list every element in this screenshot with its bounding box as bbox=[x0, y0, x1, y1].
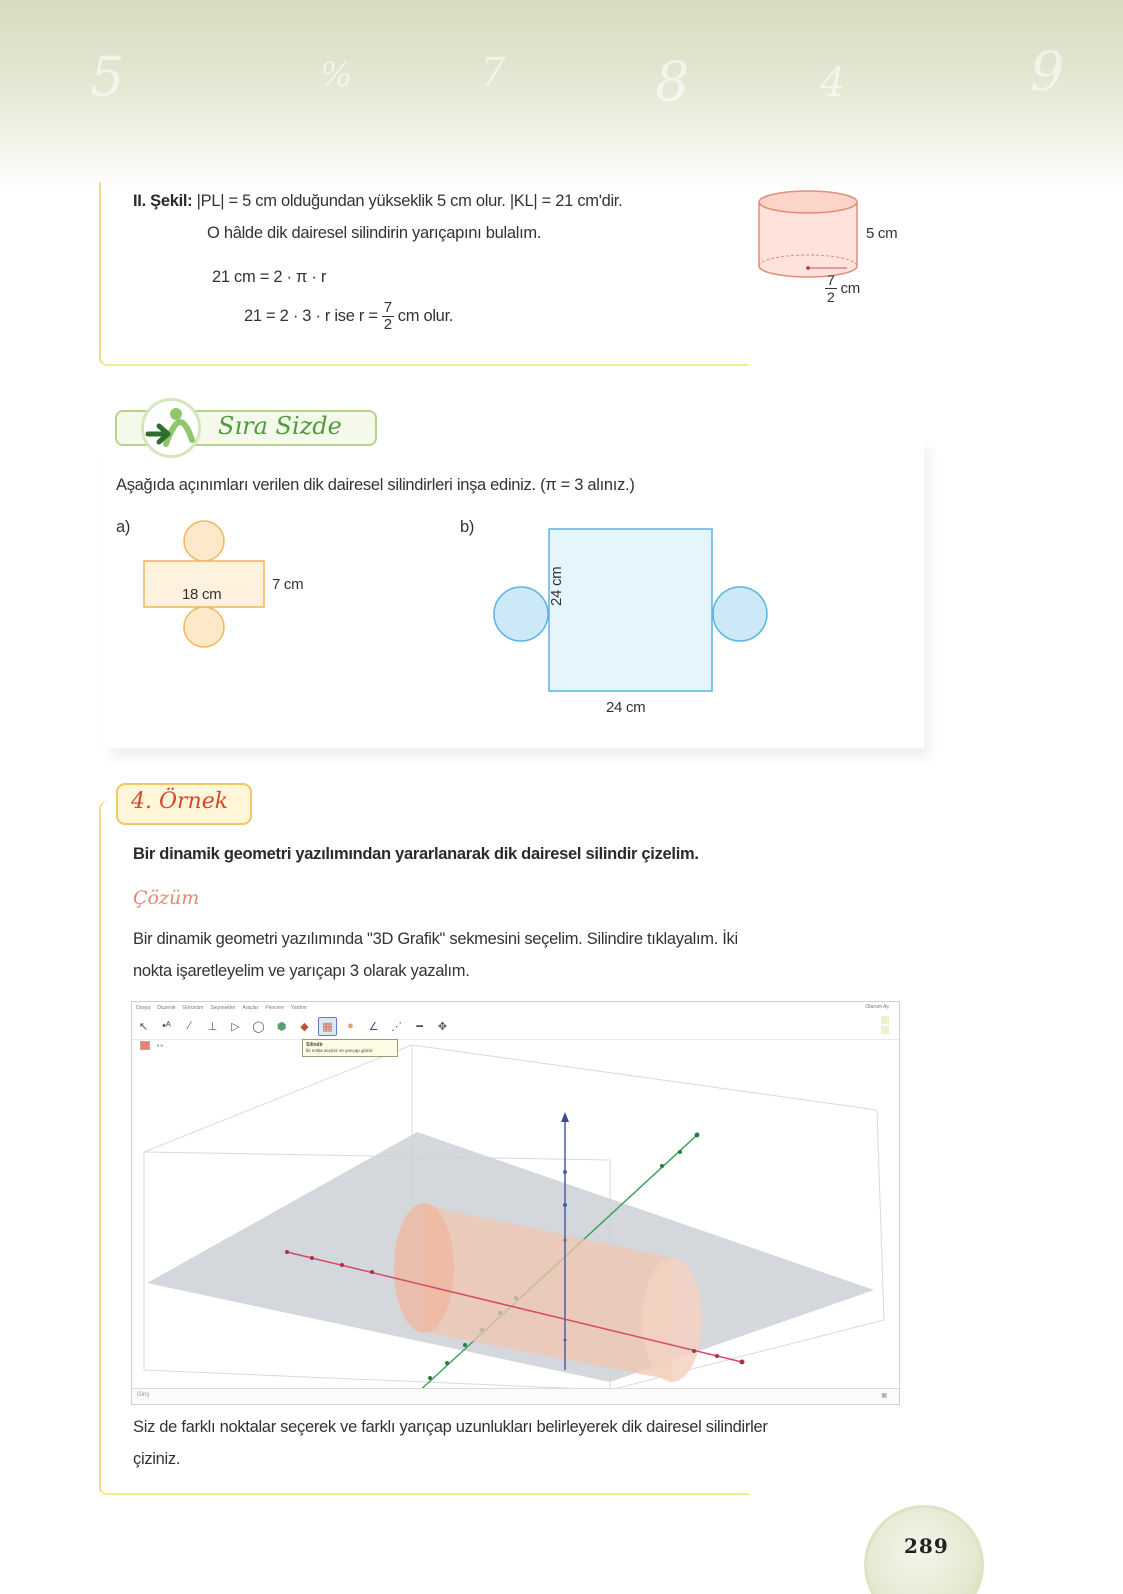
perpendicular-tool-icon[interactable]: ⊥ bbox=[207, 1020, 218, 1033]
net-b-side-label: 24 cm bbox=[548, 566, 565, 606]
cylinder-tooltip bbox=[302, 1039, 398, 1057]
sphere-tool-icon[interactable]: ● bbox=[347, 1020, 354, 1032]
menu-options[interactable]: Seçenekler bbox=[210, 1005, 236, 1011]
geogebra-menubar bbox=[132, 1002, 899, 1014]
cylinder-figure bbox=[755, 188, 865, 283]
solution-line-2: nokta işaretleyelim ve yarıçapı 3 olarak yazalım. bbox=[133, 962, 470, 980]
polygon-tool-icon[interactable]: ▷ bbox=[231, 1020, 240, 1033]
example-line-2: O hâlde dik dairesel silindirin yarıçapını bulalım. bbox=[207, 224, 542, 242]
example-4-title: 4. Örnek bbox=[131, 789, 229, 814]
circle-axis-tool-icon[interactable]: ◯ bbox=[252, 1020, 265, 1033]
page-number: 289 bbox=[904, 1534, 949, 1558]
decorative-digit: % bbox=[320, 55, 353, 95]
equation-2 bbox=[244, 300, 453, 333]
geogebra-window bbox=[131, 1001, 900, 1405]
cylinder-radius-label bbox=[821, 272, 860, 305]
equation-2-right: cm olur. bbox=[397, 307, 454, 325]
keyboard-icon[interactable]: ▦ bbox=[881, 1393, 887, 1399]
net-a-width-label: 18 cm bbox=[182, 586, 222, 603]
point-tool-icon[interactable]: •ᴬ bbox=[162, 1020, 171, 1032]
plane-tool-icon[interactable]: ◆ bbox=[300, 1020, 309, 1033]
solution-line-1: Bir dinamik geometri yazılımında "3D Grafik" sekmesini seçelim. Silindire tıklayalım. İki bbox=[133, 930, 738, 948]
net-a-height-label: 7 cm bbox=[272, 576, 304, 593]
radius-fraction bbox=[825, 272, 837, 305]
fraction-denominator: 2 bbox=[383, 316, 392, 333]
person-arrow-icon bbox=[146, 404, 196, 454]
closing-line-2: çiziniz. bbox=[133, 1450, 181, 1468]
closing-line-1: Siz de farklı noktalar seçerek ve farklı yarıçap uzunlukları belirleyerek dik dairesel silindirler bbox=[133, 1418, 768, 1436]
example-4-question: Bir dinamik geometri yazılımından yararlanarak dik dairesel silindir çizelim. bbox=[133, 845, 699, 863]
net-b-bottom-label: 24 cm bbox=[606, 699, 646, 716]
reflect-tool-icon[interactable]: ⋰ bbox=[391, 1020, 402, 1033]
radius-unit: cm bbox=[840, 280, 860, 297]
menu-file[interactable]: Dosya bbox=[136, 1005, 151, 1011]
menu-help[interactable]: Yardım bbox=[290, 1005, 307, 1011]
3d-graphics-view[interactable] bbox=[132, 1040, 900, 1388]
part-a-label: a) bbox=[116, 518, 131, 536]
tooltip-text: İki nokta seçiniz ve yarıçap giriniz bbox=[306, 1048, 373, 1053]
sira-sizde-instruction: Aşağıda açınımları verilen dik dairesel silindirleri inşa ediniz. (π = 3 alınız.) bbox=[116, 476, 635, 494]
line-tool-icon[interactable]: ⁄ bbox=[188, 1020, 191, 1032]
radius-numerator: 7 bbox=[827, 272, 835, 288]
equation-2-left: 21 = 2 · 3 · r ise r = bbox=[244, 307, 378, 325]
move-tool-icon[interactable]: ↖ bbox=[138, 1020, 149, 1033]
menu-view[interactable]: Görünüm bbox=[182, 1005, 204, 1011]
input-label: Giriş bbox=[137, 1392, 150, 1398]
cylinder-height-label: 5 cm bbox=[866, 225, 898, 242]
sira-sizde-title: Sıra Sizde bbox=[218, 412, 342, 440]
equation-1: 21 cm = 2 · π · r bbox=[212, 268, 327, 286]
text-tool-icon[interactable]: ━ bbox=[416, 1020, 423, 1033]
decorative-digit: 7 bbox=[480, 50, 506, 96]
radius-denominator: 2 bbox=[827, 289, 835, 305]
angle-tool-icon[interactable]: ∠ bbox=[368, 1020, 379, 1033]
solution-label: Çözüm bbox=[133, 887, 200, 909]
cylinder-tool-icon[interactable]: ▦ bbox=[318, 1017, 337, 1036]
menu-tools[interactable]: Araçlar bbox=[242, 1005, 259, 1011]
cylinder-net-b bbox=[490, 527, 770, 697]
decorative-digit: 8 bbox=[655, 50, 690, 113]
header-banner bbox=[0, 0, 1123, 190]
part-b-label: b) bbox=[460, 518, 475, 536]
menu-window[interactable]: Pencere bbox=[265, 1005, 284, 1011]
undo-redo-buttons[interactable] bbox=[881, 1016, 893, 1040]
input-bar[interactable] bbox=[132, 1388, 899, 1404]
sign-in-link[interactable]: Oturum Aç bbox=[865, 1004, 889, 1010]
example-text: |PL| = 5 cm olduğundan yükseklik 5 cm olur. |KL| = 21 cm'dir. bbox=[196, 192, 623, 210]
geogebra-toolbar bbox=[134, 1015, 452, 1037]
menu-edit[interactable]: Düzenle bbox=[157, 1005, 176, 1011]
style-bar-arrows[interactable]: ◂ ▸ bbox=[156, 1043, 164, 1049]
decorative-digit: 9 bbox=[1030, 40, 1065, 103]
figure-label: II. Şekil: bbox=[133, 192, 193, 210]
decorative-digit: 5 bbox=[90, 45, 125, 108]
fraction bbox=[382, 300, 394, 333]
rotate-view-tool-icon[interactable]: ✥ bbox=[437, 1020, 448, 1033]
fraction-numerator: 7 bbox=[383, 299, 392, 316]
tooltip-title: Silindir bbox=[306, 1042, 323, 1048]
intersect-tool-icon[interactable]: ⬢ bbox=[276, 1020, 287, 1033]
example-line-1 bbox=[133, 192, 622, 211]
decorative-digit: 4 bbox=[820, 60, 846, 106]
